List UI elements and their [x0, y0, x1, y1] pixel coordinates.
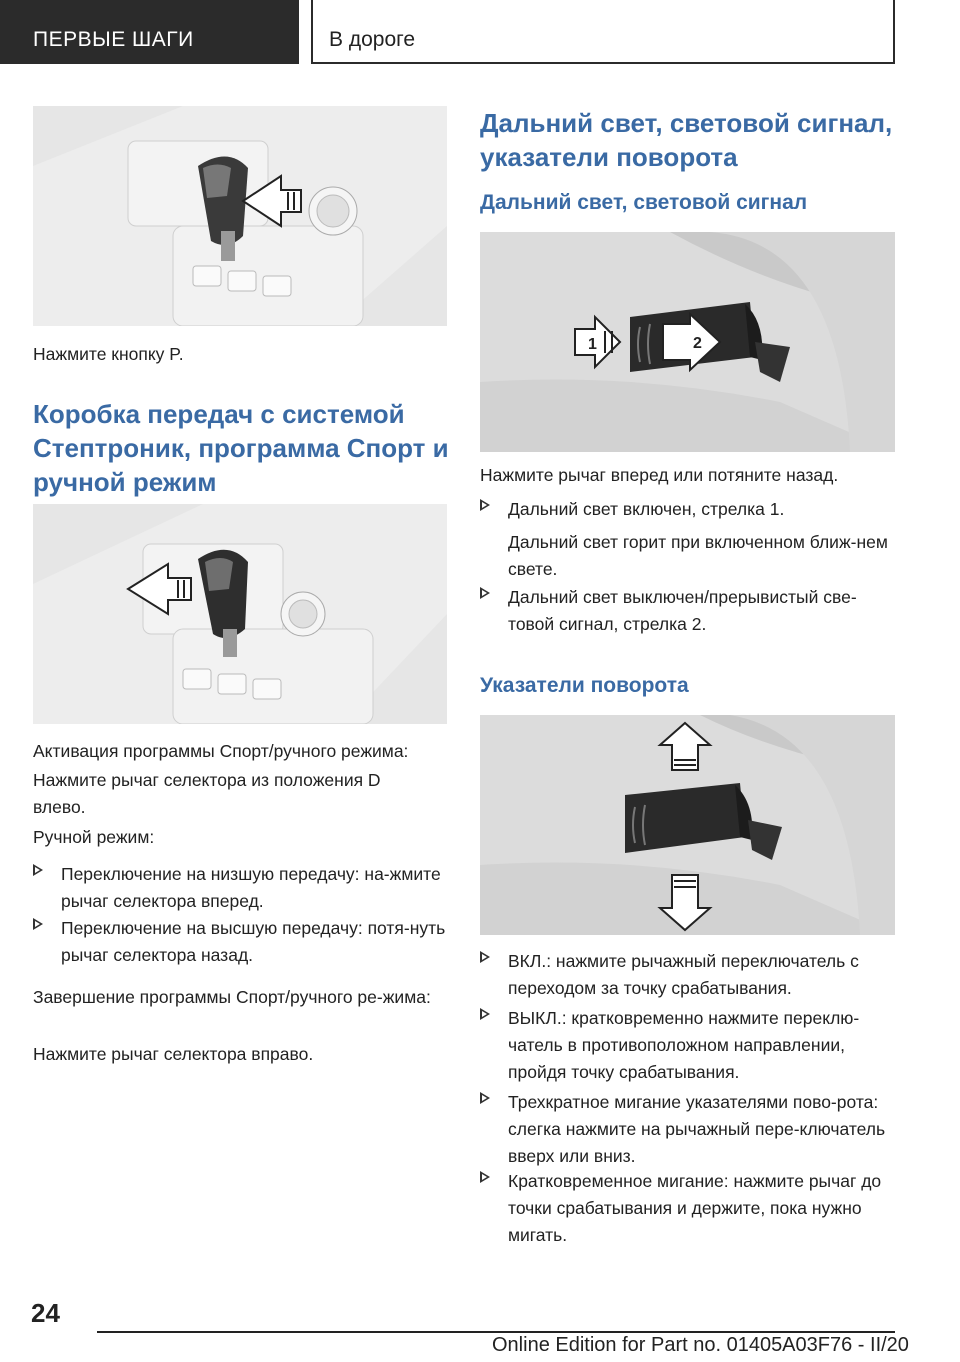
list-item-subtext: Дальний свет горит при включенном ближ-нем свете. [508, 532, 888, 579]
triangle-right-icon [480, 1008, 490, 1020]
press-p-text: Нажмите кнопку P. [33, 344, 184, 364]
park-button-illustration [33, 106, 447, 326]
list-item-text: ВКЛ.: нажмите рычажный переключатель с переходом за точку срабатывания. [508, 951, 859, 998]
steptronic-heading: Коробка передач с системой Стептроник, программа Спорт и ручной режим [33, 399, 449, 497]
arrow-label-1: 1 [588, 336, 597, 353]
list-item-text: Дальний свет выключен/прерывистый све-товой сигнал, стрелка 2. [508, 587, 857, 634]
footer-rule [97, 1331, 895, 1333]
triangle-right-icon [33, 864, 43, 876]
high-beam-main-heading: Дальний свет, световой сигнал, указатели поворота [480, 108, 893, 172]
list-item [480, 1089, 895, 1170]
high-beam-subheading: Дальний свет, световой сигнал [480, 191, 808, 214]
sport-exit-text: Завершение программы Спорт/ручного ре-жима: [33, 987, 431, 1007]
press-selector-left-text: Нажмите рычаг селектора из положения D влево. [33, 770, 381, 817]
list-item [480, 948, 895, 1002]
list-item-text: Кратковременное мигание: нажмите рычаг до точки срабатывания и держите, пока нужно мигать. [508, 1171, 882, 1245]
press-lever-text: Нажмите рычаг вперед или потяните назад. [480, 465, 839, 485]
list-item-text: Дальний свет включен, стрелка 1. [508, 499, 785, 519]
sport-mode-illustration [33, 504, 447, 724]
triangle-right-icon [480, 951, 490, 963]
page-number: 24 [31, 1298, 60, 1328]
chapter-header [311, 0, 895, 64]
triangle-right-icon [33, 918, 43, 930]
turn-signal-lever-illustration [480, 715, 895, 935]
triangle-right-icon [480, 499, 490, 511]
section-title: ПЕРВЫЕ ШАГИ [33, 28, 194, 51]
press-selector-right-text: Нажмите рычаг селектора вправо. [33, 1044, 314, 1064]
arrow-label-2: 2 [693, 335, 702, 352]
list-item [480, 496, 895, 583]
edition-footer: Online Edition for Part no. 01405A03F76 - II/20 [492, 1334, 909, 1356]
triangle-right-icon [480, 1171, 490, 1183]
list-item [33, 861, 447, 915]
list-item [480, 1005, 895, 1086]
triangle-right-icon [480, 587, 490, 599]
list-item [480, 584, 895, 638]
list-item-text: Переключение на низшую передачу: на-жмите рычаг селектора вперед. [61, 864, 441, 911]
high-beam-lever-illustration [480, 232, 895, 452]
chapter-title: В дороге [329, 28, 416, 51]
list-item [480, 1168, 895, 1249]
list-item-text: Трехкратное мигание указателями пово-рота: слегка нажмите на рычажный пере-ключатель вверх или вниз. [508, 1092, 886, 1166]
triangle-right-icon [480, 1092, 490, 1104]
list-item-text: ВЫКЛ.: кратковременно нажмите переклю-чатель в противоположном направлении, пройдя точку срабатывания. [508, 1008, 860, 1082]
turn-signals-heading: Указатели поворота [480, 674, 689, 697]
list-item [33, 915, 447, 969]
list-item-text: Переключение на высшую передачу: потя-нуть рычаг селектора назад. [61, 918, 446, 965]
manual-mode-label: Ручной режим: [33, 827, 155, 847]
sport-activation-text: Активация программы Спорт/ручного режима: [33, 741, 409, 761]
section-tab [0, 0, 299, 64]
